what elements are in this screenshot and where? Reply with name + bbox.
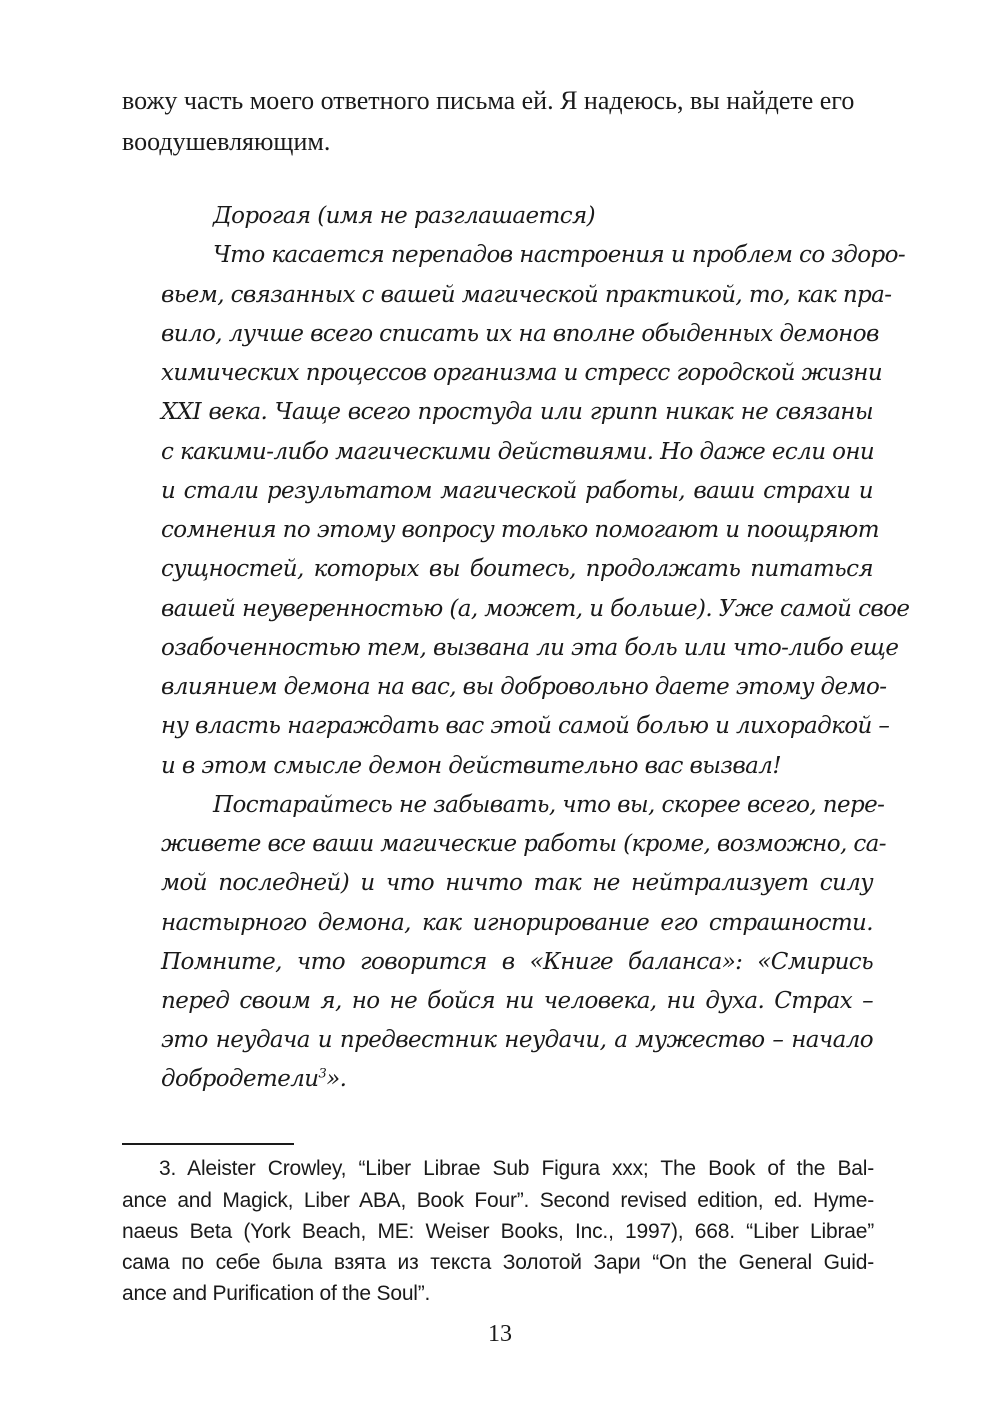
letter-paragraph-line: вашей неуверенностью (а, может, и больше). Уже самой свое: [161, 596, 910, 622]
intro-line: вожу часть моего ответного письма ей. Я надеюсь, вы найдете его: [122, 86, 855, 115]
letter-paragraph-line: и в этом смысле демон действительно вас вызвал!: [161, 753, 781, 779]
footnote-line: naeus Beta (York Beach, ME: Weiser Books, Inc., 1997), 668. “Liber Librae”: [122, 1220, 874, 1243]
letter-paragraph-line: [161, 1066, 346, 1092]
footnote-divider: [122, 1143, 294, 1145]
footnote-line: 3. Aleister Crowley, “Liber Librae Sub Figura xxx; The Book of the Bal-: [159, 1157, 874, 1180]
letter-salutation: Дорогая (имя не разглашается): [213, 203, 596, 229]
letter-paragraph-line: настырного демона, как игнорирование его страшности.: [161, 910, 873, 936]
footnote-line: ance and Magick, Liber ABA, Book Four”. Second revised edition, ed. Hyme-: [122, 1189, 874, 1212]
letter-paragraph-line: и стали результатом магической работы, ваши страхи и: [161, 478, 873, 504]
letter-paragraph-line: вьем, связанных с вашей магической практикой, то, как пра-: [161, 282, 892, 308]
letter-paragraph-line: Помните, что говорится в «Книге баланса»: «Смирись: [161, 949, 873, 975]
letter-paragraph-line: вило, лучше всего списать их на вполне обыденных демонов: [161, 321, 879, 347]
letter-paragraph-line: ну власть награждать вас этой самой болью и лихорадкой –: [161, 713, 890, 739]
letter-paragraph-line: живете все ваши магические работы (кроме, возможно, са-: [161, 831, 886, 857]
letter-last-word: добродетели: [161, 1066, 319, 1092]
footnote-line: сама по себе была взята из текста Золотой Зари “On the General Guid-: [122, 1251, 874, 1274]
footnote-reference[interactable]: 3: [318, 1066, 327, 1082]
letter-paragraph-line: озабоченностью тем, вызвана ли эта боль или что-либо еще: [161, 635, 899, 661]
letter-paragraph-line: XXI века. Чаще всего простуда или грипп никак не связаны: [161, 399, 873, 425]
closing-quote: ».: [326, 1066, 347, 1092]
page-number: 13: [488, 1321, 512, 1347]
letter-paragraph-line: перед своим я, но не бойся ни человека, ни духа. Страх –: [161, 988, 873, 1014]
letter-paragraph-line: сомнения по этому вопросу только помогают и поощряют: [161, 517, 879, 543]
footnote-line: ance and Purification of the Soul”.: [122, 1282, 431, 1305]
letter-paragraph-line: влиянием демона на вас, вы добровольно даете этому демо-: [161, 674, 887, 700]
letter-paragraph-line: сущностей, которых вы боитесь, продолжать питаться: [161, 556, 873, 582]
letter-paragraph-line: химических процессов организма и стресс городской жизни: [161, 360, 883, 386]
letter-paragraph-line: Что касается перепадов настроения и проблем со здоро-: [213, 242, 906, 268]
intro-line: воодушевляющим.: [122, 127, 331, 156]
letter-paragraph-line: мой последней) и что ничто так не нейтрализует силу: [161, 870, 873, 896]
letter-paragraph-line: Постарайтесь не забывать, что вы, скорее всего, пере-: [213, 792, 885, 818]
letter-paragraph-line: с какими-либо магическими действиями. Но даже если они: [161, 439, 875, 465]
letter-paragraph-line: это неудача и предвестник неудачи, а мужество – начало: [161, 1027, 873, 1053]
